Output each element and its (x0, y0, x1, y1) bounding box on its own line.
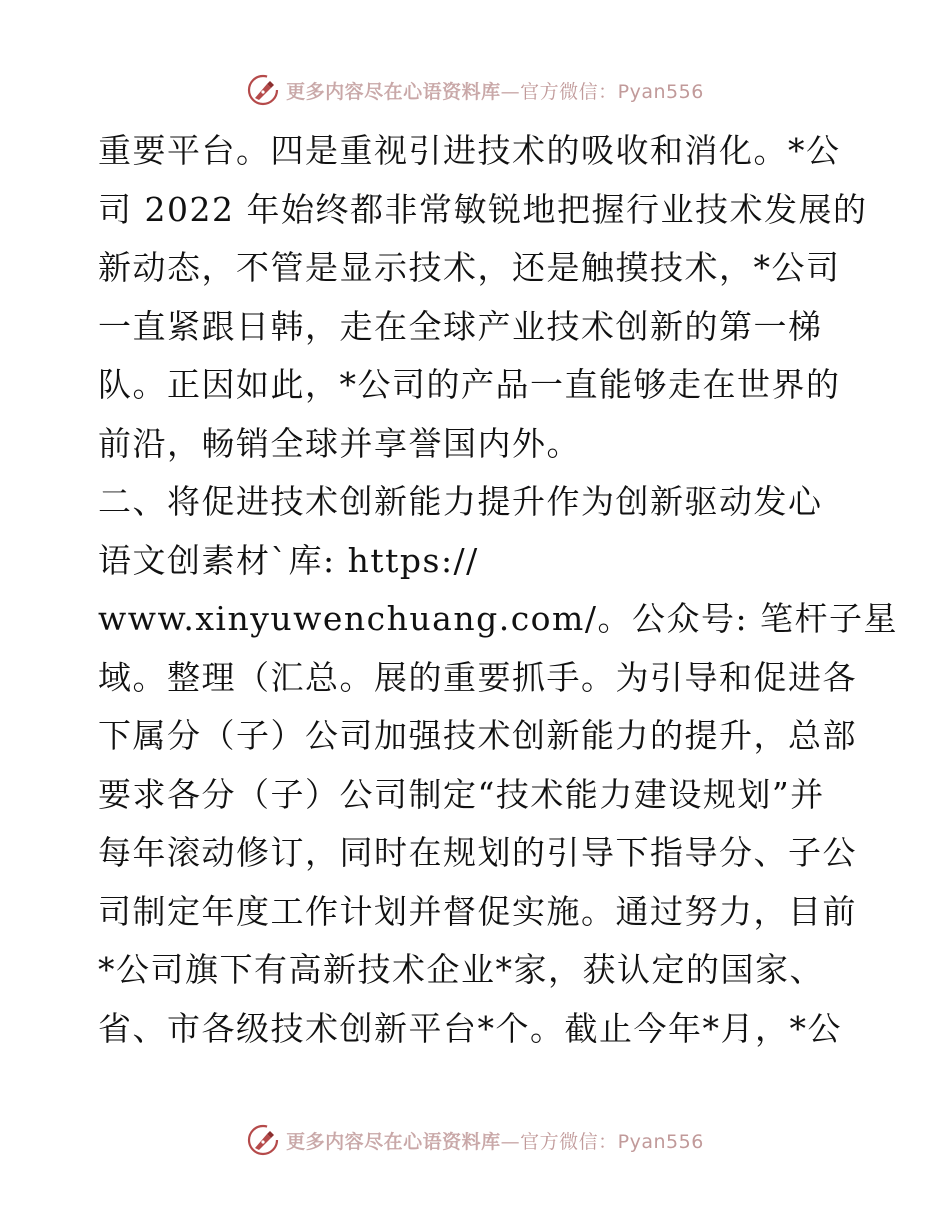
footer-site-text: 更多内容尽在心语资料库 (286, 1130, 501, 1153)
footer-wechat-text: 官方微信：Pyan556 (520, 1130, 704, 1153)
header-watermark-text (286, 77, 704, 104)
footer-watermark-text (286, 1127, 704, 1154)
header-watermark-banner (0, 70, 950, 110)
body-line: 重要平台。四是重视引进技术的吸收和消化。*公 (98, 131, 841, 170)
document-body (98, 122, 899, 1058)
header-dash: — (500, 80, 521, 103)
body-line: www.xinyuwenchuang.com/。公众号: 笔杆子星 (98, 599, 899, 638)
header-wechat-text: 官方微信：Pyan556 (520, 80, 704, 103)
body-line: 省、市各级技术创新平台*个。截止今年*月，*公 (98, 1008, 842, 1048)
body-line: 要求各分（子）公司制定“技术能力建设规划”并 (98, 774, 825, 814)
body-line: 每年滚动修订，同时在规划的引导下指导分、子公 (98, 833, 857, 872)
body-line: 司 2022 年始终都非常敏锐地把握行业技术发展的 (98, 189, 868, 229)
section-heading-line: 二、将促进技术创新能力提升作为创新驱动发心 (98, 482, 823, 521)
body-line: 语文创素材`库: https:// (98, 540, 479, 580)
footer-dash: — (500, 1130, 521, 1153)
body-line: 队。正因如此，*公司的产品一直能够走在世界的 (98, 365, 841, 404)
pen-nib-logo-icon (246, 73, 280, 107)
body-line: 一直紧跟日韩，走在全球产业技术创新的第一梯 (98, 306, 823, 346)
body-line: 司制定年度工作计划并督促实施。通过努力，目前 (98, 891, 857, 931)
body-line: 域。整理（汇总。展的重要抓手。为引导和促进各 (98, 657, 857, 697)
body-line: 新动态，不管是显示技术，还是触摸技术，*公司 (98, 248, 841, 287)
body-line: 下属分（子）公司加强技术创新能力的提升，总部 (98, 716, 857, 755)
body-line: 前沿，畅销全球并享誉国内外。 (98, 423, 581, 463)
body-line: *公司旗下有高新技术企业*家，获认定的国家、 (98, 950, 824, 989)
header-site-text: 更多内容尽在心语资料库 (286, 80, 501, 103)
footer-watermark-banner (0, 1120, 950, 1160)
pen-nib-logo-icon (246, 1123, 280, 1157)
